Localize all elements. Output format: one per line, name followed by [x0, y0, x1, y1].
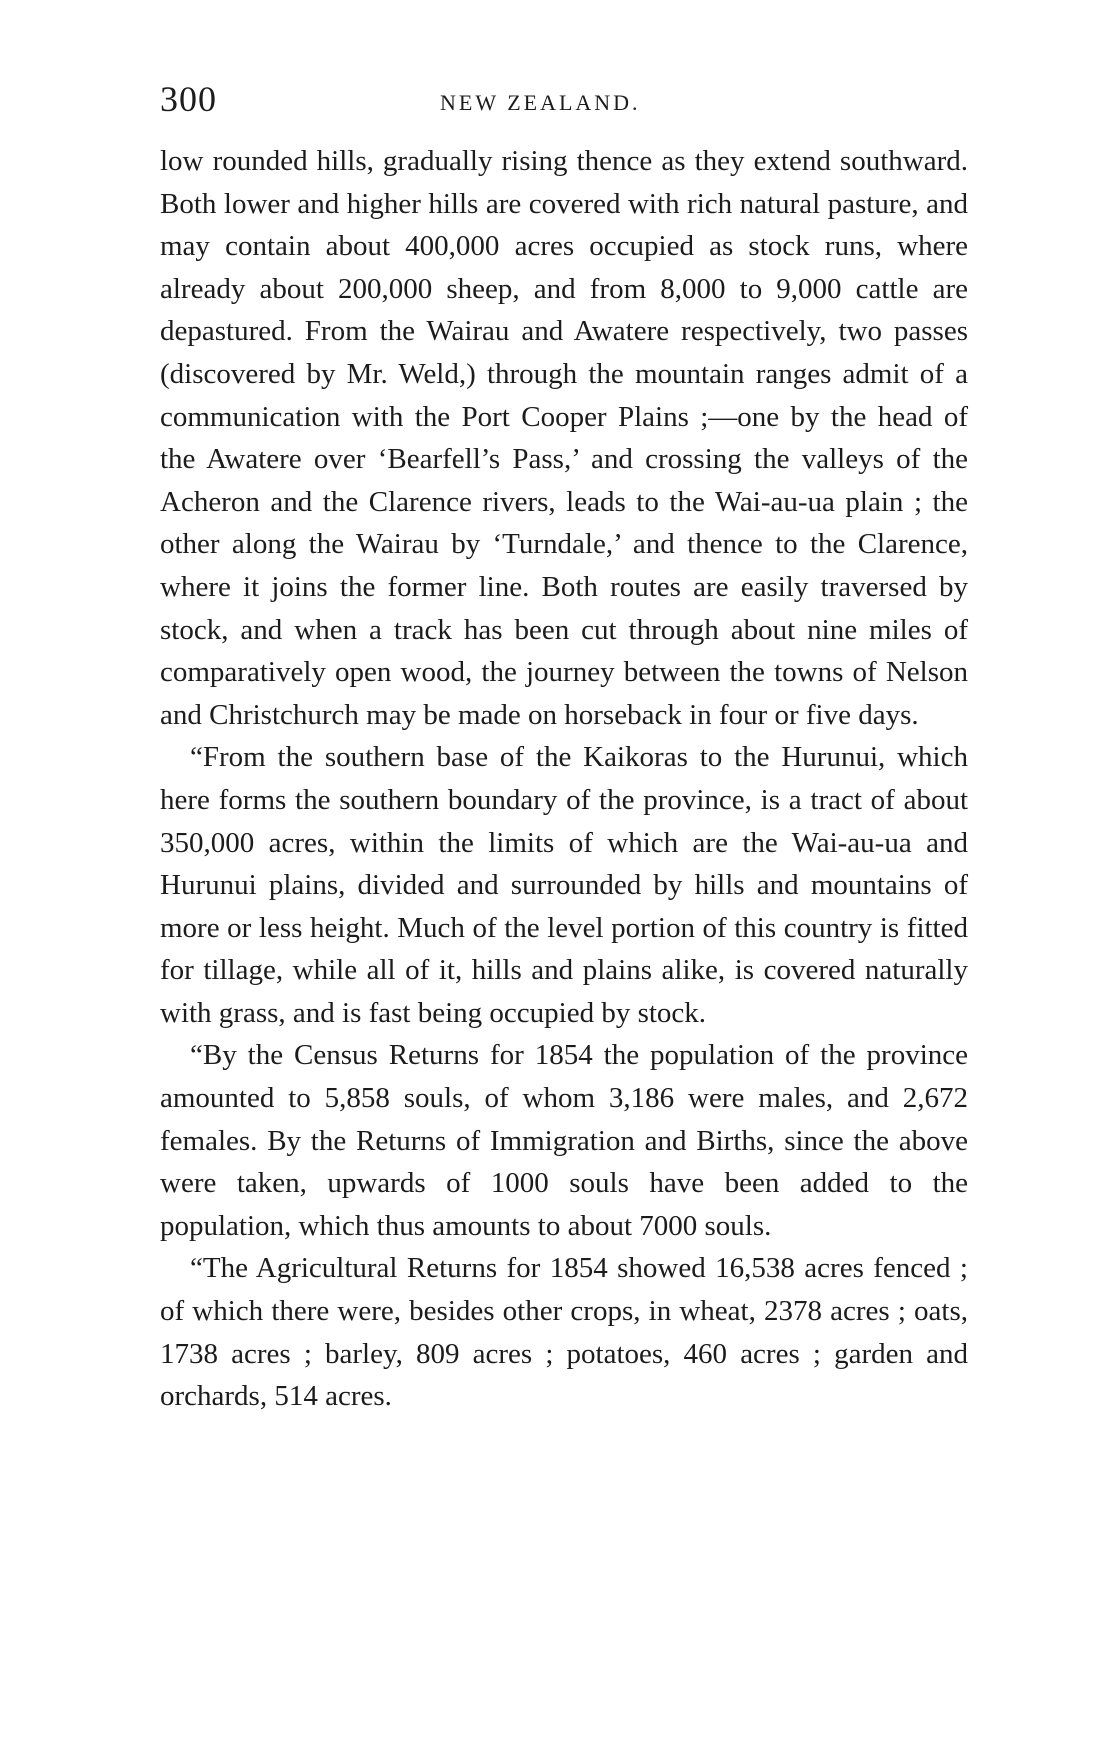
paragraph-continued: low rounded hills, gradually rising thence as they extend southward. Both lower and higher hills are covered with rich natural pasture, and may contain about 400,000 acres occupied as stock runs, where already about 200,000 sheep, and from 8,000 to 9,000 cattle are depastured. From the Wairau and Awatere respectively, two passes (discovered by Mr. Weld,) through the mountain ranges admit of a communication with the Port Cooper Plains ;—one by the head of the Awatere over ‘Bearfell’s Pass,’ and crossing the valleys of the Acheron and the Clarence rivers, leads to the Wai-au-ua plain ; the other along the Wairau by ‘Turndale,’ and thence to the Clarence, where it joins the former line. Both routes are easily traversed by stock, and when a track has been cut through about nine miles of comparatively open wood, the journey between the towns of Nelson and Christchurch may be made on horseback in four or five days.	[160, 145, 968, 731]
running-head: NEW ZEALAND.	[440, 90, 641, 115]
page-number: 300	[160, 79, 217, 119]
paragraph-agricultural: “The Agricultural Returns for 1854 showed 16,538 acres fenced ; of which there were, besides other crops, in wheat, 2378 acres ; oats, 1738 acres ; barley, 809 acres ; potatoes, 460 acres ; garden and orchards, 514 acres.	[160, 1252, 968, 1413]
page-header	[160, 78, 960, 128]
paragraph-census: “By the Census Returns for 1854 the population of the province amounted to 5,858 souls, of whom 3,186 were males, and 2,672 females. By the Returns of Immigration and Births, since the above were taken, upwards of 1000 souls have been added to the population, which thus amounts to about 7000 souls.	[160, 1039, 968, 1242]
body-text	[160, 140, 968, 1418]
paragraph-kaikoras: “From the southern base of the Kaikoras to the Hurunui, which here forms the southern boundary of the province, is a tract of about 350,000 acres, within the limits of which are the Wai-au-ua and Hurunui plains, divided and surrounded by hills and mountains of more or less height. Much of the level portion of this country is fitted for tillage, while all of it, hills and plains alike, is covered naturally with grass, and is fast being occupied by stock.	[160, 741, 968, 1029]
